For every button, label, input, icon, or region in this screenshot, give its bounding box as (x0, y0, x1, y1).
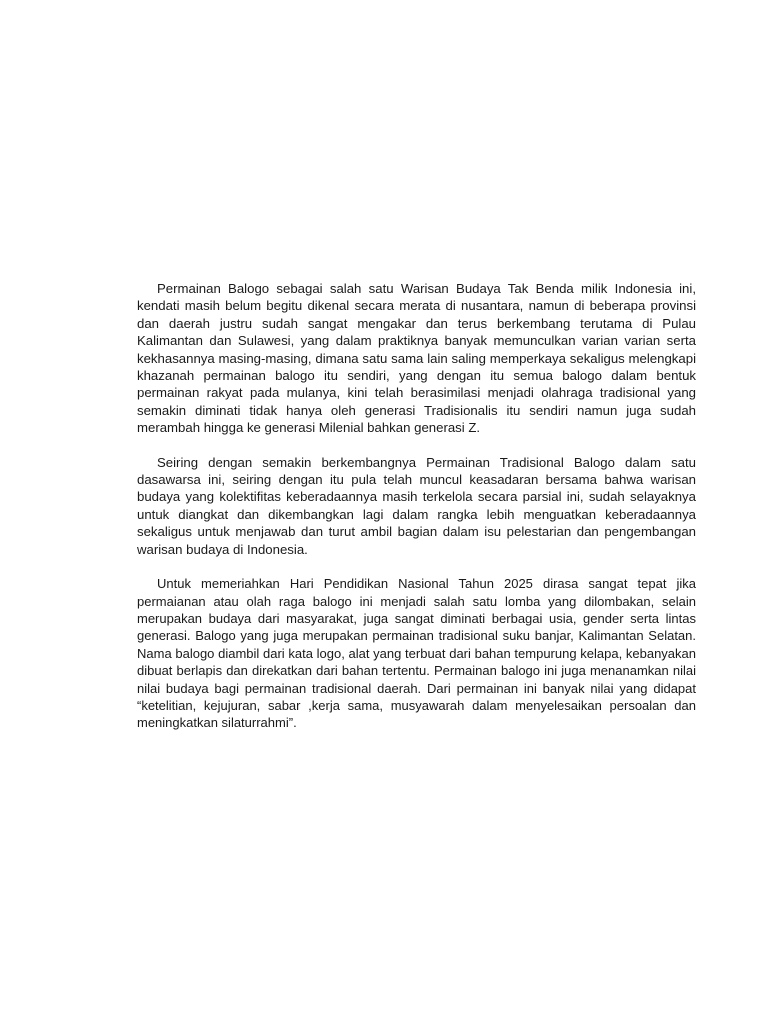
paragraph-balogo-heritage: Permainan Balogo sebagai salah satu Warisan Budaya Tak Benda milik Indonesia ini, kendati masih belum begitu dikenal secara merata di nusantara, namun di beberapa provinsi dan daerah justru sudah sangat mengakar dan terus berkembang terutama di Pulau Kalimantan dan Sulawesi, yang dalam praktiknya banyak memunculkan varian varian serta kekhasannya masing-masing, dimana satu sama lain saling memperkaya sekaligus melengkapi khazanah permainan balogo itu sendiri, yang dengan itu semua balogo dalam bentuk permainan rakyat pada mulanya, kini telah berasimilasi menjadi olahraga tradisional yang semakin diminati tidak hanya oleh generasi Tradisionalis itu sendiri namun juga sudah merambah hingga ke generasi Milenial bahkan generasi Z. (137, 281, 696, 436)
paragraph-hardiknas-2025: Untuk memeriahkan Hari Pendidikan Nasional Tahun 2025 dirasa sangat tepat jika permaianan atau olah raga balogo ini menjadi salah satu lomba yang dilombakan, selain merupakan budaya dari masyarakat, juga sangat diminati berbagai usia, gender serta lintas generasi. Balogo yang juga merupakan permainan tradisional suku banjar, Kalimantan Selatan. Nama balogo diambil dari kata logo, alat yang terbuat dari bahan tempurung kelapa, kebanyakan dibuat berlapis dan direkatkan dari bahan tertentu. Permainan balogo ini juga menanamkan nilai nilai budaya bagi permainan tradisional daerah. Dari permainan ini banyak nilai yang didapat “ketelitian, kejujuran, sabar ,kerja sama, musyawarah dalam menyelesaikan persoalan dan meningkatkan silaturrahmi”. (137, 576, 696, 731)
body-text (137, 280, 696, 732)
paragraph-balogo-development: Seiring dengan semakin berkembangnya Permainan Tradisional Balogo dalam satu dasawarsa ini, seiring dengan itu pula telah muncul keasadaran bersama bahwa warisan budaya yang kolektifitas keberadaannya masih terkelola secara parsial ini, sudah selayaknya untuk diangkat dan dikembangkan lagi dalam rangka lebih menguatkan keberadaannya sekaligus untuk menjawab dan turut ambil bagian dalam isu pelestarian dan pengembangan warisan budaya di Indonesia. (137, 454, 696, 557)
